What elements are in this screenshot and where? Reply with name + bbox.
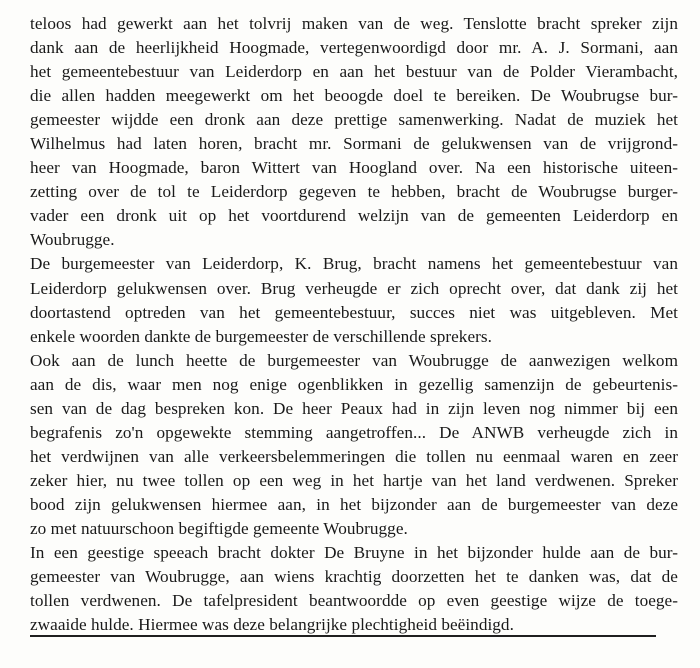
- text-line: zwaaide hulde. Hiermee was deze belangrijke plechtigheid beëindigd.: [30, 615, 514, 635]
- text-line: zo met natuurschoon begiftigde gemeente Woubrugge.: [30, 518, 408, 538]
- text-line: bood zijn gelukwensen hiermee aan, in het bijzonder aan de burgemeester van deze: [30, 494, 678, 514]
- text-line: sen van de dag bespreken kon. De heer Peaux had in zijn leven nog nimmer bij een: [30, 398, 678, 418]
- article-text: [30, 12, 678, 637]
- text-line: De burgemeester van Leiderdorp, K. Brug, bracht namens het gemeentebestuur van: [30, 254, 678, 274]
- horizontal-rule: [30, 635, 656, 637]
- text-line: doortastend optreden van het gemeentebestuur, succes niet was uitgebleven. Met: [30, 302, 678, 322]
- text-line: aan de dis, waar men nog enige ogenblikken in gezellig samenzijn de gebeurtenis-: [30, 374, 678, 394]
- text-line: gemeester wijdde een dronk aan deze prettige samenwerking. Nadat de muziek het: [30, 110, 678, 130]
- text-line: het gemeentebestuur van Leiderdorp en aan het bestuur van de Polder Vierambacht,: [30, 62, 678, 82]
- text-line: enkele woorden dankte de burgemeester de verschillende sprekers.: [30, 326, 492, 346]
- text-line: het verdwijnen van alle verkeersbelemmeringen die tollen nu eenmaal waren en zeer: [30, 446, 678, 466]
- text-line: begrafenis zo'n opgewekte stemming aangetroffen... De ANWB verheugde zich in: [30, 422, 678, 442]
- text-line: Ook aan de lunch heette de burgemeester van Woubrugge de aanwezigen welkom: [30, 350, 678, 370]
- text-line: heer van Hoogmade, baron Wittert van Hoogland over. Na een historische uiteen-: [30, 158, 678, 178]
- text-line: zeker hier, nu twee tollen op een weg in het hartje van het land verdwenen. Spreker: [30, 470, 678, 490]
- text-line: vader een dronk uit op het voortdurend welzijn van de gemeenten Leiderdorp en: [30, 206, 678, 226]
- text-line: dank aan de heerlijkheid Hoogmade, vertegenwoordigd door mr. A. J. Sormani, aan: [30, 38, 678, 58]
- text-line: zetting over de tol te Leiderdorp gegeven te hebben, bracht de Woubrugse burger-: [30, 182, 678, 202]
- text-line: teloos had gewerkt aan het tolvrij maken van de weg. Tenslotte bracht spreker zijn: [30, 14, 678, 33]
- text-line: Woubrugge.: [30, 230, 115, 250]
- text-line: Wilhelmus had laten horen, bracht mr. Sormani de gelukwensen van de vrijgrond-: [30, 134, 678, 154]
- text-line: gemeester van Woubrugge, aan wiens krachtig doorzetten het te danken was, dat de: [30, 567, 678, 587]
- text-line: In een geestige speeach bracht dokter De Bruyne in het bijzonder hulde aan de bur-: [30, 543, 678, 563]
- text-line: Leiderdorp gelukwensen over. Brug verheugde er zich oprecht over, dat dank zij het: [30, 278, 678, 298]
- text-line: die allen hadden meegewerkt om het beoogde doel te bereiken. De Woubrugse bur-: [30, 86, 678, 106]
- text-line: tollen verdwenen. De tafelpresident beantwoordde op even geestige wijze de toege-: [30, 591, 678, 611]
